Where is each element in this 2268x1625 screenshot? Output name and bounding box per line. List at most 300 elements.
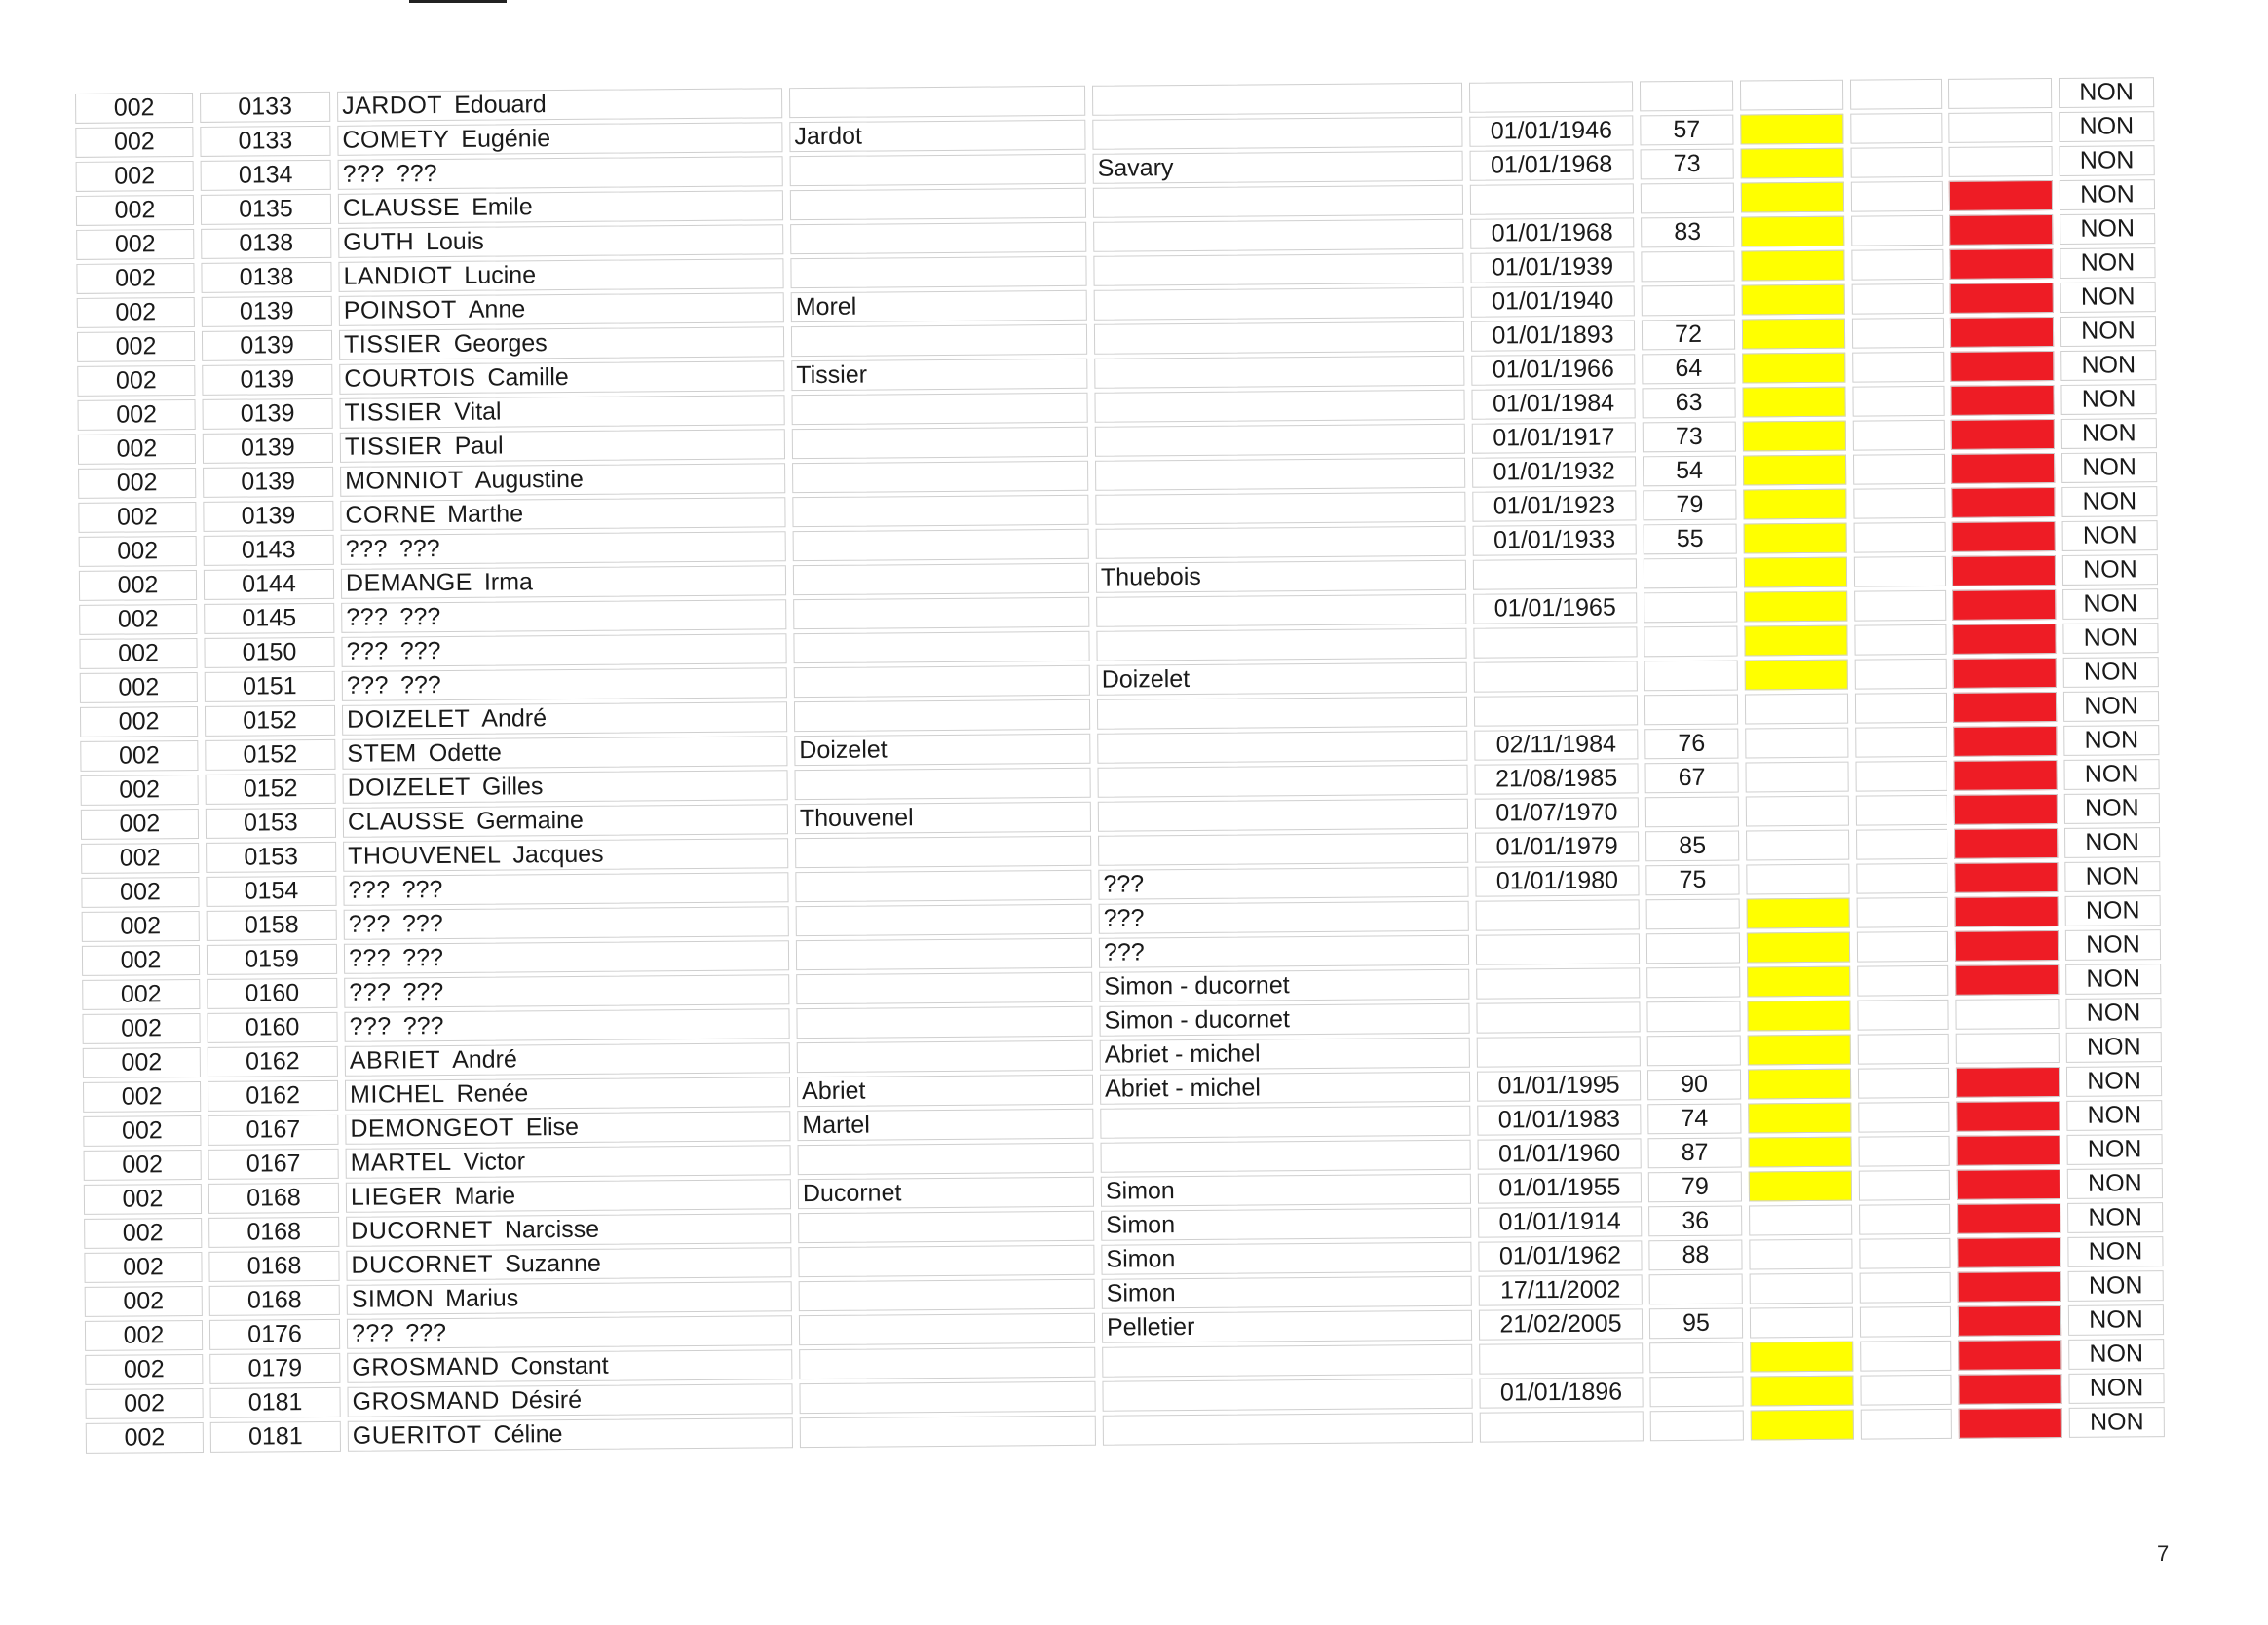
grave-owner bbox=[1092, 117, 1462, 150]
status-cell: NON bbox=[2063, 691, 2159, 722]
given-name: Paul bbox=[454, 432, 504, 460]
yellow-marker-cell bbox=[1741, 216, 1844, 247]
red-marker-cell bbox=[1950, 317, 2054, 348]
status-cell: NON bbox=[2067, 1202, 2163, 1233]
section-number: 002 bbox=[76, 229, 194, 260]
empty-cell bbox=[1851, 147, 1943, 178]
grave-owner: Simon - ducornet bbox=[1099, 969, 1469, 1002]
section-number: 002 bbox=[85, 1320, 203, 1351]
surname: CLAUSSE bbox=[342, 193, 461, 222]
empty-cell bbox=[1850, 79, 1942, 110]
surname: DOIZELET bbox=[346, 704, 471, 734]
grave-owner bbox=[1095, 492, 1465, 525]
person-name bbox=[339, 292, 784, 326]
empty-cell bbox=[1855, 659, 1947, 690]
age-cell: 79 bbox=[1648, 1172, 1742, 1203]
given-name: Victor bbox=[463, 1148, 526, 1176]
date-cell: 01/01/1995 bbox=[1477, 1070, 1641, 1101]
grave-owner bbox=[1093, 185, 1463, 218]
maiden-name bbox=[796, 904, 1092, 936]
age-cell bbox=[1647, 1036, 1741, 1067]
person-name bbox=[340, 497, 785, 531]
age-cell: 64 bbox=[1642, 354, 1735, 385]
yellow-marker-cell bbox=[1741, 148, 1844, 179]
plot-number: 0138 bbox=[201, 228, 331, 259]
register-sheet bbox=[68, 73, 2172, 1457]
surname: STEM bbox=[347, 739, 417, 768]
yellow-marker-cell bbox=[1745, 728, 1848, 759]
person-name bbox=[343, 804, 788, 838]
red-marker-cell bbox=[1952, 624, 2056, 655]
section-number: 002 bbox=[84, 1150, 202, 1181]
person-name bbox=[343, 872, 788, 906]
surname: ??? bbox=[348, 876, 391, 904]
surname: ??? bbox=[349, 1012, 392, 1040]
given-name: Germaine bbox=[476, 806, 585, 835]
surname: ??? bbox=[348, 910, 392, 938]
date-cell: 01/01/1955 bbox=[1478, 1172, 1642, 1203]
empty-cell bbox=[1859, 1204, 1950, 1235]
date-cell: 01/01/1965 bbox=[1473, 592, 1637, 624]
section-number: 002 bbox=[76, 161, 194, 192]
person-name bbox=[346, 1247, 791, 1281]
red-marker-cell bbox=[1957, 1237, 2060, 1268]
age-cell bbox=[1644, 661, 1738, 692]
maiden-name bbox=[800, 1416, 1096, 1448]
status-cell: NON bbox=[2061, 452, 2157, 483]
red-marker-cell bbox=[1955, 930, 2059, 962]
status-cell: NON bbox=[2062, 554, 2158, 586]
red-marker-cell bbox=[1954, 862, 2058, 893]
date-cell: 01/01/1962 bbox=[1478, 1240, 1642, 1271]
surname: GROSMAND bbox=[352, 1352, 500, 1381]
status-cell: NON bbox=[2067, 1236, 2163, 1267]
grave-owner bbox=[1102, 1379, 1472, 1412]
age-cell bbox=[1640, 81, 1733, 112]
red-marker-cell bbox=[1954, 794, 2058, 825]
yellow-marker-cell bbox=[1740, 80, 1843, 111]
age-cell bbox=[1644, 592, 1737, 624]
maiden-name bbox=[792, 461, 1088, 493]
maiden-name bbox=[794, 699, 1090, 732]
yellow-marker-cell bbox=[1745, 660, 1848, 691]
empty-cell bbox=[1855, 761, 1947, 792]
date-cell bbox=[1474, 661, 1638, 692]
empty-cell bbox=[1852, 386, 1944, 417]
age-cell: 55 bbox=[1644, 524, 1737, 555]
given-name: Odette bbox=[428, 738, 502, 768]
yellow-marker-cell bbox=[1747, 1001, 1850, 1032]
red-marker-cell bbox=[1952, 589, 2056, 621]
empty-cell bbox=[1855, 693, 1947, 724]
empty-cell bbox=[1857, 931, 1948, 963]
yellow-marker-cell bbox=[1745, 694, 1848, 725]
maiden-name bbox=[799, 1381, 1095, 1414]
grave-owner bbox=[1095, 458, 1465, 491]
plot-number: 0179 bbox=[209, 1353, 340, 1384]
section-number: 002 bbox=[80, 672, 198, 703]
plot-number: 0139 bbox=[202, 364, 332, 396]
person-name bbox=[338, 156, 783, 190]
plot-number: 0181 bbox=[209, 1387, 340, 1418]
red-marker-cell bbox=[1953, 692, 2057, 723]
given-name: Lucine bbox=[464, 261, 537, 289]
age-cell bbox=[1646, 967, 1740, 999]
date-cell: 17/11/2002 bbox=[1479, 1274, 1643, 1305]
surname: TISSIER bbox=[344, 432, 443, 461]
maiden-name bbox=[790, 154, 1086, 186]
person-name bbox=[346, 1179, 791, 1213]
section-number: 002 bbox=[85, 1286, 203, 1317]
status-cell: NON bbox=[2068, 1270, 2164, 1302]
red-marker-cell bbox=[1950, 351, 2054, 382]
given-name: Vital bbox=[454, 397, 502, 426]
given-name: Renée bbox=[456, 1079, 529, 1108]
status-cell: NON bbox=[2065, 895, 2161, 926]
maiden-name: Tissier bbox=[791, 359, 1087, 391]
age-cell: 73 bbox=[1641, 149, 1734, 180]
yellow-marker-cell bbox=[1749, 1205, 1852, 1236]
surname: SIMON bbox=[351, 1285, 435, 1313]
grave-owner: Pelletier bbox=[1102, 1310, 1472, 1343]
status-cell: NON bbox=[2063, 657, 2159, 688]
empty-cell bbox=[1860, 1341, 1951, 1372]
given-name: Emile bbox=[472, 193, 533, 221]
empty-cell bbox=[1853, 454, 1945, 485]
yellow-marker-cell bbox=[1742, 353, 1845, 384]
given-name: Céline bbox=[493, 1420, 563, 1449]
maiden-name bbox=[792, 427, 1088, 459]
empty-cell bbox=[1860, 1375, 1951, 1406]
maiden-name bbox=[796, 938, 1092, 970]
grave-owner bbox=[1094, 321, 1464, 355]
maiden-name bbox=[799, 1279, 1095, 1311]
person-name bbox=[338, 224, 783, 258]
maiden-name bbox=[790, 188, 1086, 220]
plot-number: 0139 bbox=[202, 296, 332, 327]
empty-cell bbox=[1857, 1000, 1948, 1031]
maiden-name bbox=[798, 1143, 1094, 1175]
status-cell: NON bbox=[2069, 1407, 2165, 1438]
section-number: 002 bbox=[82, 979, 200, 1010]
given-name: ??? bbox=[402, 978, 444, 1006]
date-cell bbox=[1479, 1342, 1643, 1374]
grave-owner bbox=[1100, 1106, 1470, 1139]
yellow-marker-cell bbox=[1742, 387, 1845, 418]
section-number: 002 bbox=[83, 1081, 201, 1113]
grave-owner bbox=[1094, 356, 1464, 389]
age-cell: 88 bbox=[1648, 1240, 1742, 1271]
given-name: Irma bbox=[483, 568, 533, 596]
age-cell: 75 bbox=[1645, 865, 1739, 896]
maiden-name bbox=[795, 870, 1091, 902]
grave-owner bbox=[1097, 731, 1467, 764]
given-name: Désiré bbox=[510, 1385, 583, 1415]
red-marker-cell bbox=[1952, 555, 2056, 586]
empty-cell bbox=[1859, 1238, 1950, 1269]
date-cell bbox=[1476, 899, 1640, 930]
maiden-name bbox=[797, 1040, 1093, 1073]
person-name bbox=[337, 122, 782, 156]
status-cell: NON bbox=[2064, 861, 2160, 892]
date-cell: 01/01/1893 bbox=[1471, 320, 1635, 351]
grave-owner bbox=[1102, 1344, 1472, 1378]
empty-cell bbox=[1854, 556, 1946, 587]
section-number: 002 bbox=[81, 775, 199, 806]
surname: DUCORNET bbox=[351, 1250, 494, 1279]
date-cell: 01/01/1980 bbox=[1475, 865, 1639, 896]
given-name: André bbox=[481, 704, 548, 733]
red-marker-cell bbox=[1957, 1169, 2060, 1200]
grave-owner: Simon bbox=[1101, 1242, 1471, 1275]
red-marker-cell bbox=[1949, 248, 2053, 280]
surname: CLAUSSE bbox=[347, 807, 466, 836]
person-name bbox=[341, 531, 786, 565]
date-cell: 01/01/1932 bbox=[1472, 456, 1636, 487]
date-cell bbox=[1469, 81, 1633, 112]
section-number: 002 bbox=[79, 536, 197, 567]
yellow-marker-cell bbox=[1744, 625, 1847, 657]
section-number: 002 bbox=[79, 570, 197, 601]
yellow-marker-cell bbox=[1749, 1171, 1852, 1202]
empty-cell bbox=[1851, 215, 1943, 246]
given-name: Edouard bbox=[454, 91, 547, 119]
date-cell: 01/01/1960 bbox=[1478, 1138, 1642, 1169]
yellow-marker-cell bbox=[1743, 489, 1846, 520]
date-cell: 01/01/1940 bbox=[1471, 285, 1635, 317]
date-cell bbox=[1473, 558, 1637, 589]
grave-owner bbox=[1094, 287, 1464, 321]
empty-cell bbox=[1858, 1102, 1949, 1133]
status-cell: NON bbox=[2065, 929, 2161, 961]
surname: GUTH bbox=[343, 228, 415, 256]
surname: DOIZELET bbox=[347, 773, 471, 802]
surname: MONNIOT bbox=[345, 466, 464, 495]
given-name: ??? bbox=[401, 910, 443, 938]
grave-owner: Doizelet bbox=[1097, 662, 1467, 696]
red-marker-cell bbox=[1956, 1033, 2060, 1064]
status-cell: NON bbox=[2064, 827, 2160, 858]
section-number: 002 bbox=[85, 1354, 203, 1385]
person-name bbox=[337, 88, 782, 122]
section-number: 002 bbox=[84, 1218, 202, 1249]
maiden-name bbox=[799, 1347, 1095, 1379]
grave-owner bbox=[1096, 628, 1466, 661]
age-cell bbox=[1644, 695, 1738, 726]
status-cell: NON bbox=[2060, 179, 2155, 210]
plot-number: 0145 bbox=[204, 603, 334, 634]
person-name bbox=[345, 1042, 790, 1077]
status-cell: NON bbox=[2066, 1066, 2162, 1097]
red-marker-cell bbox=[1954, 828, 2058, 859]
yellow-marker-cell bbox=[1747, 898, 1850, 929]
status-cell: NON bbox=[2060, 145, 2155, 176]
yellow-marker-cell bbox=[1740, 114, 1843, 145]
grave-owner bbox=[1093, 219, 1463, 252]
plot-number: 0152 bbox=[205, 739, 335, 771]
age-cell bbox=[1642, 285, 1735, 317]
status-cell: NON bbox=[2060, 213, 2155, 245]
person-name bbox=[338, 258, 783, 292]
grave-owner: Abriet - michel bbox=[1100, 1038, 1470, 1071]
date-cell: 01/01/1933 bbox=[1473, 524, 1637, 555]
given-name: ??? bbox=[399, 637, 441, 665]
status-cell: NON bbox=[2068, 1373, 2164, 1404]
date-cell: 01/01/1968 bbox=[1470, 149, 1634, 180]
age-cell: 83 bbox=[1641, 217, 1734, 248]
status-cell: NON bbox=[2065, 964, 2161, 995]
plot-number: 0134 bbox=[201, 160, 331, 191]
plot-number: 0167 bbox=[208, 1149, 339, 1180]
age-cell: 54 bbox=[1643, 456, 1736, 487]
red-marker-cell bbox=[1958, 1374, 2061, 1405]
surname: LIEGER bbox=[350, 1183, 443, 1211]
plot-number: 0152 bbox=[205, 705, 335, 737]
yellow-marker-cell bbox=[1745, 762, 1848, 793]
date-cell bbox=[1473, 626, 1637, 658]
red-marker-cell bbox=[1958, 1305, 2061, 1337]
person-name bbox=[345, 1111, 790, 1145]
person-name bbox=[340, 463, 785, 497]
person-name bbox=[347, 1315, 792, 1349]
age-cell: 57 bbox=[1640, 115, 1733, 146]
red-marker-cell bbox=[1956, 1067, 2060, 1098]
maiden-name: Morel bbox=[791, 290, 1087, 322]
grave-owner: ??? bbox=[1099, 901, 1469, 934]
given-name: Marthe bbox=[447, 500, 524, 528]
red-marker-cell bbox=[1951, 453, 2055, 484]
yellow-marker-cell bbox=[1746, 830, 1849, 861]
section-number: 002 bbox=[82, 945, 200, 976]
red-marker-cell bbox=[1949, 214, 2053, 246]
section-number: 002 bbox=[76, 263, 194, 294]
section-number: 002 bbox=[75, 127, 193, 158]
given-name: Gilles bbox=[481, 773, 544, 801]
status-cell: NON bbox=[2068, 1339, 2164, 1370]
age-cell bbox=[1646, 899, 1740, 930]
date-cell: 21/08/1985 bbox=[1474, 763, 1638, 794]
red-marker-cell bbox=[1950, 385, 2054, 416]
maiden-name bbox=[793, 529, 1089, 561]
empty-cell bbox=[1851, 181, 1943, 212]
yellow-marker-cell bbox=[1743, 455, 1846, 486]
status-cell: NON bbox=[2065, 998, 2161, 1029]
plot-number: 0135 bbox=[201, 194, 331, 225]
register-body bbox=[75, 77, 2165, 1454]
surname: THOUVENEL bbox=[348, 841, 502, 870]
grave-owner bbox=[1098, 799, 1468, 832]
age-cell bbox=[1649, 1274, 1743, 1305]
given-name: André bbox=[452, 1045, 517, 1074]
person-name bbox=[342, 667, 787, 701]
surname: ??? bbox=[348, 944, 392, 972]
plot-number: 0162 bbox=[208, 1046, 338, 1077]
maiden-name bbox=[798, 1245, 1094, 1277]
maiden-name bbox=[793, 563, 1089, 595]
maiden-name: Martel bbox=[797, 1109, 1093, 1141]
plot-number: 0168 bbox=[208, 1251, 339, 1282]
surname: ??? bbox=[342, 160, 386, 188]
maiden-name bbox=[799, 1313, 1095, 1345]
yellow-marker-cell bbox=[1744, 523, 1847, 554]
maiden-name bbox=[795, 836, 1091, 868]
maiden-name bbox=[790, 256, 1086, 288]
person-name bbox=[339, 326, 784, 360]
section-number: 002 bbox=[79, 604, 197, 635]
red-marker-cell bbox=[1956, 1101, 2060, 1132]
plot-number: 0176 bbox=[209, 1319, 340, 1350]
given-name: ??? bbox=[396, 160, 437, 188]
date-cell: 01/01/1983 bbox=[1477, 1104, 1641, 1135]
empty-cell bbox=[1858, 1068, 1949, 1099]
section-number: 002 bbox=[78, 434, 196, 465]
maiden-name: Jardot bbox=[789, 120, 1085, 152]
section-number: 002 bbox=[84, 1252, 202, 1283]
yellow-marker-cell bbox=[1750, 1342, 1853, 1373]
plot-number: 0162 bbox=[208, 1080, 338, 1112]
date-cell: 02/11/1984 bbox=[1474, 729, 1638, 760]
yellow-marker-cell bbox=[1743, 421, 1846, 452]
date-cell: 01/01/1946 bbox=[1469, 115, 1633, 146]
status-cell: NON bbox=[2063, 759, 2159, 790]
grave-owner bbox=[1097, 697, 1467, 730]
person-name bbox=[339, 360, 784, 395]
section-number: 002 bbox=[75, 93, 193, 124]
empty-cell bbox=[1851, 249, 1943, 281]
section-number: 002 bbox=[81, 877, 199, 908]
age-cell: 76 bbox=[1644, 729, 1738, 760]
red-marker-cell bbox=[1951, 487, 2055, 518]
date-cell bbox=[1474, 695, 1638, 726]
given-name: ??? bbox=[399, 671, 441, 699]
person-name bbox=[347, 1383, 792, 1417]
status-cell: NON bbox=[2064, 793, 2160, 824]
status-cell: NON bbox=[2062, 623, 2158, 654]
maiden-name bbox=[798, 1211, 1094, 1243]
age-cell bbox=[1641, 183, 1734, 214]
yellow-marker-cell bbox=[1749, 1137, 1852, 1168]
given-name: Augustine bbox=[474, 465, 585, 494]
date-cell bbox=[1476, 933, 1640, 964]
given-name: Jacques bbox=[512, 840, 604, 869]
section-number: 002 bbox=[78, 399, 196, 431]
section-number: 002 bbox=[80, 740, 198, 772]
grave-owner: Simon bbox=[1102, 1276, 1472, 1309]
surname: GUERITOT bbox=[352, 1420, 482, 1450]
person-name bbox=[345, 1077, 790, 1111]
yellow-marker-cell bbox=[1744, 591, 1847, 623]
yellow-marker-cell bbox=[1750, 1307, 1853, 1339]
person-name bbox=[338, 190, 783, 224]
maiden-name: Abriet bbox=[797, 1075, 1093, 1107]
page-number: 7 bbox=[2157, 1541, 2170, 1566]
empty-cell bbox=[1852, 352, 1944, 383]
section-number: 002 bbox=[85, 1388, 203, 1419]
section-number: 002 bbox=[77, 297, 195, 328]
empty-cell bbox=[1857, 897, 1948, 928]
yellow-marker-cell bbox=[1746, 864, 1849, 895]
yellow-marker-cell bbox=[1750, 1376, 1853, 1407]
maiden-name bbox=[790, 222, 1086, 254]
empty-cell bbox=[1854, 590, 1946, 622]
person-name bbox=[343, 838, 788, 872]
section-number: 002 bbox=[77, 331, 195, 362]
surname: MICHEL bbox=[350, 1079, 445, 1109]
plot-number: 0139 bbox=[203, 398, 333, 430]
grave-owner bbox=[1092, 83, 1462, 116]
grave-owner bbox=[1094, 390, 1464, 423]
register-table bbox=[68, 73, 2172, 1457]
